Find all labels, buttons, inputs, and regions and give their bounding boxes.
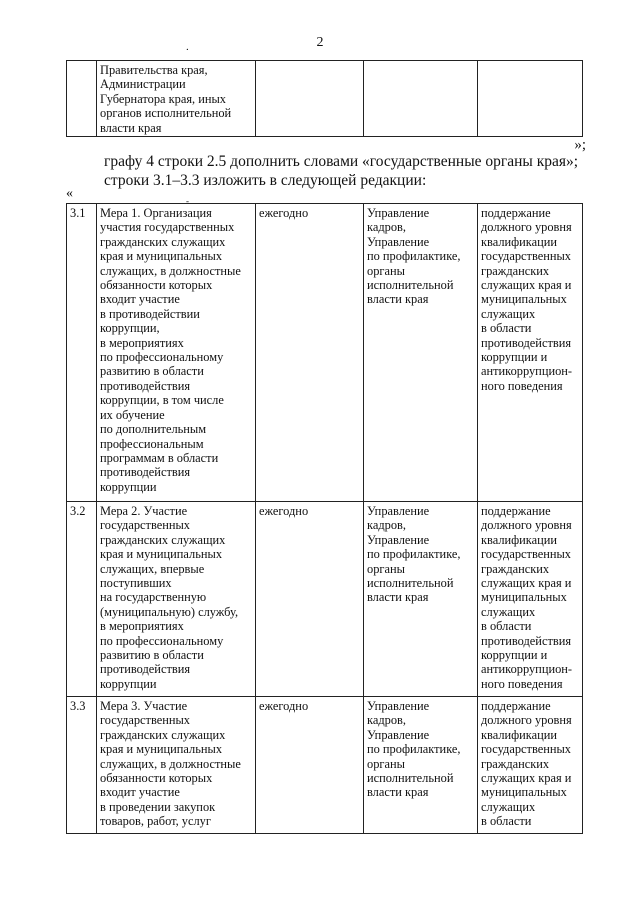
table-cell [256,61,364,137]
instruction-line-2: строки 3.1–3.3 изложить в следующей редакции: [104,172,427,189]
measure-cell: Мера 1. Организация участия государственных гражданских служащих края и муниципальных служащих, в должностные обязанности которых входит участие в противодействии коррупции, в мероприятиях по профессиональному развитию в области противодействия коррупции, в том числе их обучение по дополнительным профессиональным программам в области противодействия коррупции [97,204,256,502]
table-row [67,204,583,502]
executor-fragment: Правительства края, Администрации Губернатора края, иных органов исполнительной власти края [100,63,232,135]
result-cell: поддержание должного уровня квалификации государственных гражданских служащих края и муниципальных служащих в области противодействия коррупции и антикоррупцион- ного поведения [478,204,583,502]
table-row [67,502,583,697]
table-cell [478,61,583,137]
executor-cell: Управление кадров, Управление по профилактике, органы исполнительной власти края [364,697,478,834]
row-number: 3.2 [67,502,97,697]
table-cell [364,61,478,137]
top-table-fragment [66,60,583,137]
executor-cell: Управление кадров, Управление по профилактике, органы исполнительной власти края [364,204,478,502]
term-cell: ежегодно [256,502,364,697]
executor-cell: Управление кадров, Управление по профилактике, органы исполнительной власти края [364,502,478,697]
measure-cell: Мера 2. Участие государственных гражданских служащих края и муниципальных служащих, впервые поступивших на государственную (муниципальную) службу, в мероприятиях по профессиональному развитию в области противодействия коррупции [97,502,256,697]
result-cell: поддержание должного уровня квалификации государственных гражданских служащих края и муниципальных служащих в области [478,697,583,834]
term-cell: ежегодно [256,697,364,834]
table-cell [67,61,97,137]
opening-quote: « [66,186,73,201]
table-row [67,697,583,834]
table-cell [97,61,256,137]
measure-cell: Мера 3. Участие государственных гражданских служащих края и муниципальных служащих, в должностные обязанности которых входит участие в проведении закупок товаров, работ, услуг [97,697,256,834]
closing-quote: »; [574,137,586,153]
page-number: 2 [316,35,324,50]
result-cell: поддержание должного уровня квалификации государственных гражданских служащих края и муниципальных служащих в области противодействия коррупции и антикоррупцион- ного поведения [478,502,583,697]
row-number: 3.1 [67,204,97,502]
scan-dot: . [186,41,189,53]
table-row [67,61,583,137]
scan-mark: - [186,196,189,206]
instruction-line-1: графу 4 строки 2.5 дополнить словами «государственные органы края»; [104,153,579,170]
row-number: 3.3 [67,697,97,834]
term-cell: ежегодно [256,204,364,502]
measures-table [66,203,583,834]
